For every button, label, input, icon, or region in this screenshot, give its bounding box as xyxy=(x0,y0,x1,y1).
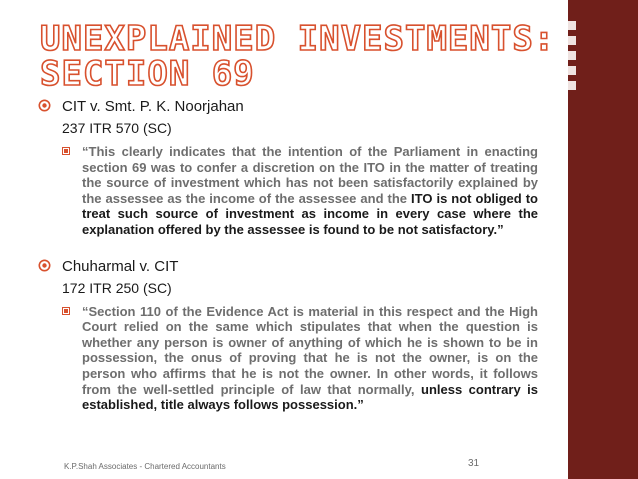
square-bullet-icon xyxy=(62,307,70,315)
page-number: 31 xyxy=(468,458,480,469)
slide-content xyxy=(38,96,538,413)
case-block xyxy=(38,96,538,238)
sidebar-tick-mark xyxy=(568,36,576,45)
case-citation: 237 ITR 570 (SC) xyxy=(62,120,172,136)
circle-target-icon xyxy=(38,99,51,112)
footer-text: K.P.Shah Associates - Chartered Accountants xyxy=(64,462,226,471)
sidebar-tick-mark xyxy=(568,66,576,75)
case-name: Chuharmal v. CIT xyxy=(62,257,179,275)
right-sidebar-band xyxy=(568,0,638,479)
quote-text: “Section 110 of the Evidence Act is material in this respect and the High Court relied on the same which stipulates that when the question is whether any person is owner of anything of which he is shown to be in possession, the onus of proving that he is not the owner, is on the person who affirms that he is not the owner. In other words, it follows from the well-settled principle of law that normally, xyxy=(82,303,538,397)
quote-text: “This clearly indicates that the intention of the Parliament in enacting section 69 was to confer a discretion on the ITO in the matter of treating the source of investment which has not been satisfactorily explained by the assessee as the income of the assessee and the xyxy=(82,144,538,206)
sidebar-tick-mark xyxy=(568,81,576,90)
circle-target-icon xyxy=(38,259,51,272)
title-line-1: UNEXPLAINED INVESTMENTS: xyxy=(40,19,556,59)
case-block xyxy=(38,256,538,413)
sidebar-tick-mark xyxy=(568,51,576,60)
sidebar-tick-mark xyxy=(568,21,576,30)
title-line-2: SECTION 69 xyxy=(40,54,255,94)
case-name: CIT v. Smt. P. K. Noorjahan xyxy=(62,98,244,115)
case-citation: 172 ITR 250 (SC) xyxy=(62,279,172,296)
slide-title xyxy=(40,19,560,94)
square-bullet-icon xyxy=(62,147,70,155)
case-quote xyxy=(62,304,538,413)
quote-emphasis: ITO is not obliged to treat such source of investment as income in every case where the explanation offered by the assessee is found to be not satisfactory.” xyxy=(82,190,538,237)
case-quote xyxy=(62,144,538,238)
quote-emphasis: unless contrary is established, title always follows possession.” xyxy=(82,381,538,413)
